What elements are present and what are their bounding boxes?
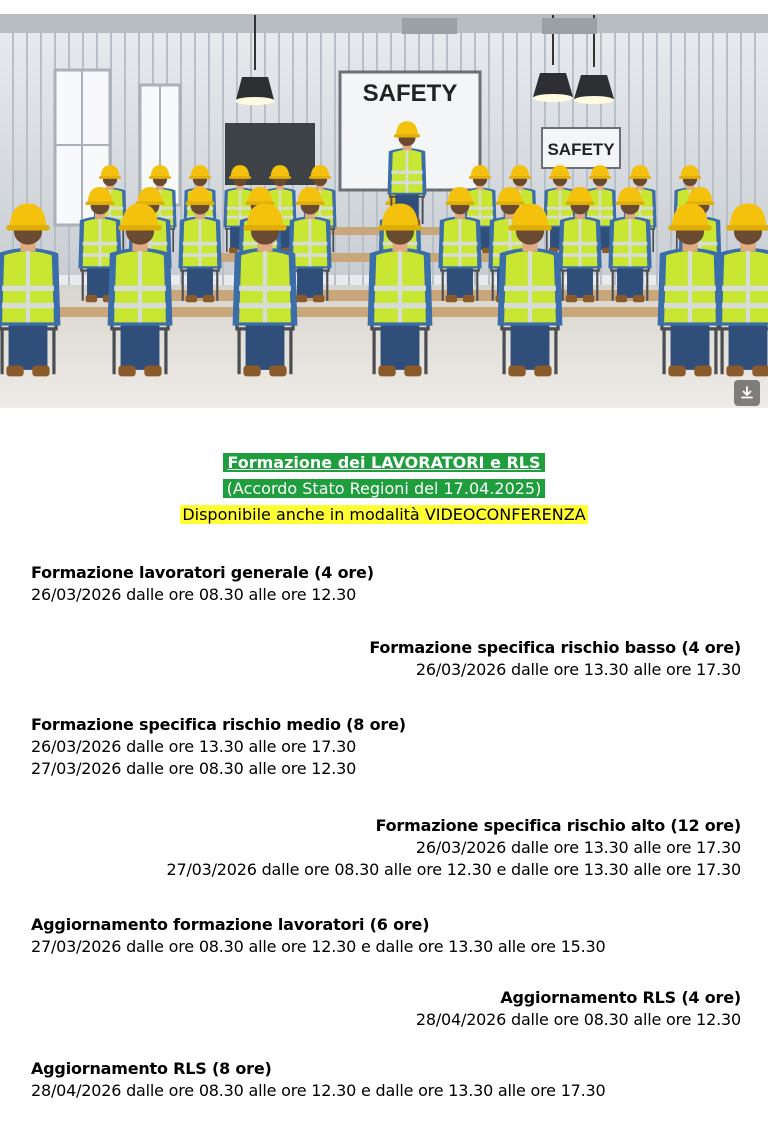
course-slot: 26/03/2026 dalle ore 13.30 alle ore 17.30 (31, 737, 357, 756)
course-title: Formazione specifica rischio alto (12 ore) (375, 816, 741, 835)
banner-subtitle: (Accordo Stato Regioni del 17.04.2025) (223, 479, 546, 498)
course-slot: 27/03/2026 dalle ore 08.30 alle ore 12.30 e dalle ore 13.30 alle ore 15.30 (31, 937, 606, 956)
course-slot: 26/03/2026 dalle ore 08.30 alle ore 12.30 (31, 585, 357, 604)
hero-image (0, 15, 768, 408)
course-title: Aggiornamento formazione lavoratori (6 ore) (31, 915, 430, 934)
download-button[interactable] (734, 380, 760, 406)
course-title: Aggiornamento RLS (4 ore) (500, 988, 741, 1007)
course-slot: 28/04/2026 dalle ore 08.30 alle ore 12.30 e dalle ore 13.30 alle ore 17.30 (31, 1081, 606, 1100)
course-block-rischio-basso (31, 637, 741, 681)
course-slot: 26/03/2026 dalle ore 13.30 alle ore 17.30 (415, 660, 741, 679)
course-title: Formazione specifica rischio medio (8 ore) (31, 715, 406, 734)
safety-sign-side (542, 128, 620, 168)
download-icon (739, 385, 755, 401)
course-slot: 27/03/2026 dalle ore 08.30 alle ore 12.30 e dalle ore 13.30 alle ore 17.30 (166, 860, 741, 879)
course-title: Formazione specifica rischio basso (4 ore) (369, 638, 741, 657)
course-banner (0, 450, 768, 528)
banner-note: Disponibile anche in modalità VIDEOCONFERENZA (182, 505, 586, 524)
course-block-aggiornamento-lavoratori (31, 914, 741, 958)
banner-title: Formazione dei LAVORATORI e RLS (223, 453, 544, 472)
course-block-rischio-alto (31, 815, 741, 881)
svg-text:SAFETY: SAFETY (362, 80, 458, 107)
course-title: Aggiornamento RLS (8 ore) (31, 1059, 272, 1078)
course-slot: 26/03/2026 dalle ore 13.30 alle ore 17.30 (415, 838, 741, 857)
classroom-illustration (0, 15, 768, 408)
course-block-lavoratori-generale (31, 562, 741, 606)
course-block-aggiornamento-rls-8 (31, 1058, 741, 1102)
course-block-rischio-medio (31, 714, 741, 780)
course-block-aggiornamento-rls-4 (31, 987, 741, 1031)
course-slot: 27/03/2026 dalle ore 08.30 alle ore 12.30 (31, 759, 357, 778)
course-title: Formazione lavoratori generale (4 ore) (31, 563, 374, 582)
svg-text:SAFETY: SAFETY (547, 140, 615, 159)
course-slot: 28/04/2026 dalle ore 08.30 alle ore 12.30 (415, 1010, 741, 1029)
